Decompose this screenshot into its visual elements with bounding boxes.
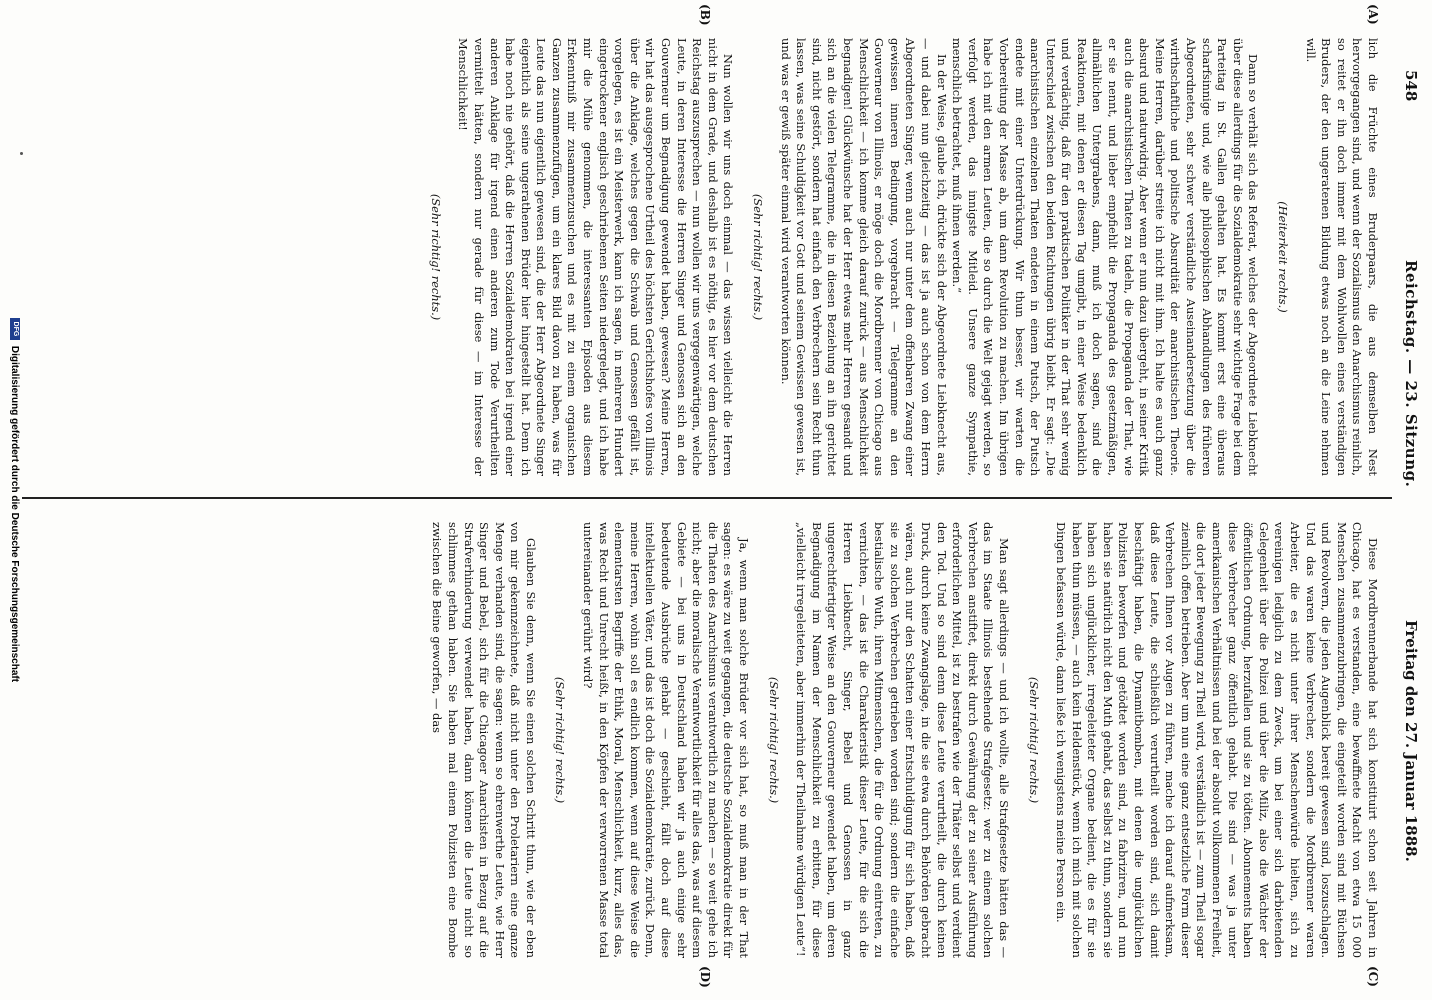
column-divider [22,497,1392,499]
margin-mark-d: (D) [698,966,712,988]
footer-text: Digitalisierung gefördert durch die Deutsche Forschungsgemeinschaft [9,345,20,683]
paragraph: Ja, wenn man solche Brüder vor sich hat, so muß man in der That sagen: es wäre zu weit gegangen, die deutsche Sozialdemokratie direkt für die Thaten des Anarchismus verantwortlich zu machen — so weit gehe ich nicht; aber die moralische Verantwortlichkeit für alles das, was auf diesem Gebiete — bei uns in Deutschland haben wir ja auch einige sehr bedeutende Ausbrüche gehabt — geschieht, fällt doch auf diese intellektuellen Väter, und das ist doch die Sozialdemokratie, zurück. Denn, meine Herren, wohin soll es endlich kommen, wenn auf diese Weise die elementarsten Begriffe der Ethik, Moral, Menschlichkeit, kurz, alles das, was Recht und Unrecht heißt, in den Köpfen der verworrenen Masse total untereinander gerührt wird? [581,522,752,958]
margin-mark-a: (A) [1366,4,1380,25]
page-number: 548 [1402,70,1420,102]
left-column [413,38,1380,476]
paragraph: Diese Mordbrennerbande hat sich konstituirt schon seit Jahren in Chicago, hat es verstanden, eine bewaffnete Macht von etwa 15 000 Menschen zusammenzubringen, die eingeteilt worden sind mit Büchsen und Revolvern, die jeden Augenblick bereit gewesen sind, loszuschlagen. Und das waren keine Verbrecher, sondern die Mordbrenner waren Arbeiter, die es nicht unter ihrer Menschenwürde hielten, sich zu vereinigen lediglich zu dem Zweck, um bei einer sich darbietenden Gelegenheit über die Polizei und über die Miliz, also die Wächter der öffentlichen Ordnung, herzufallen und sie zu tödten. Abonnements haben diese Verbrecher ganz öffentlich gehabt. Die sind — was ja unter amerikanischen Verhältnissen und bei der absolut vollkommenen Freiheit, die dort jeder Bewegung zu Theil wird, verständlich ist — zum Theil sogar ziemlich offen betrieben. Aber um nun eine ganz entsetzliche Form dieser Verbrechen Ihnen vor Augen zu führen, mache ich darauf aufmerksam, daß diese Leute, die schließlich verurtheilt worden sind, sich damit beschäftigt haben, die Dynamitbomben, mit denen die unglücklichen Polizisten beworfen und getödtet worden sind, zu fabriziren, und nun haben sie natürlich nicht den Muth gehabt, das selbst zu thun, sondern sie haben sich unglücklicher, irregeleiteter Organe bedient, die es für sie haben thun müssen, — auch kein Heldenstück, wenn ich mich mit solchen Dingen befassen würde, dann ließe ich wenigstens meine Person ein. [1054,522,1380,958]
right-column [429,522,1380,958]
dfg-logo-icon: DFG [10,318,20,340]
header-date: Freitag den 27. Januar 1888. [1402,620,1420,862]
scan-speck [20,152,23,155]
header-title: Reichstag. — 23. Sitzung. [1402,260,1420,488]
digitization-footer [2,0,20,1000]
interjection: (Sehr richtig! rechts.) [766,676,781,804]
margin-mark-c: (C) [1366,966,1380,987]
paragraph: Glauben Sie denn, wenn Sie einen solchen Schritt thun, wie der eben von mir gekennzeichnete, daß nicht unter den Proletariern eine ganze Menge verhanden sind, die sagen: wenn so ehrenwerthe Leute, wie Herr Singer und Bebel, sich für die Chicagoer Anarchisten in Bezug auf die Strafverhinderung verwendet haben, dann können die Leute nicht so schlimmes gethan haben. Sie haben mal einem Polizisten eine Bombe zwischen die Beine geworfen, — das [430,522,538,958]
interjection: (Heiterkeit rechts.) [1276,201,1291,313]
interjection: (Sehr richtig! rechts.) [428,193,443,321]
paragraph: lich die Früchte eines Bruderpaars, die aus demselben Nest hervorgegangen sind, und wenn der Sozialismus den Anarchismus reinlich, so reitet er ihn doch immer mit dem Wohlwollen eines verständigen Bruders, der den ungeratenen Bildung etwas noch an die Leine nehmen will. [1303,38,1380,476]
interjection: (Sehr richtig! rechts.) [751,193,766,321]
paragraph: In der Weise, glaube ich, drückte sich der Abgeordnete Liebknecht aus, — und dabei nun gleichzeitig — das ist ja auch schon von dem Herrn Abgeordneten Singer, wenn auch nur unter dem offenbaren Zwang einer gewissen inneren Bedingung, vorgebracht — Telegramme an den Gouverneur von Illinois, er möge doch die Mordbrenner von Chicago aus Menschlichkeit — ich komme gleich darauf zurück — aus Menschlichkeit begnadigen! Glückwünsche hat der Herr etwas mehr Herren gesandt und sich an die vielen Telegramme, die in diesen Beziehung an ihn gerichtet sind, nicht gestört, sondern hat einfach den Verbrechern sein Recht thun lassen, was seine Schuldigkeit vor Gott und seinem Gewissen gewesen ist, und was er gewiß später einmal wird verantworten können. [778,38,949,476]
paragraph: Dann so verhält sich das Referat, welches der Abgeordnete Liebknecht über diese allerdings für die Sozialdemokratie sehr wichtige Frage bei dem Parteitag in St. Gallen gehalten hat. Es kommt erst eine überaus scharfsinnige und, wie alle philosophischen Abhandlungen des früheren Abgeordneten, sehr schwer verständliche Auseinandersetzung über die wirthschaftliche und politische Absurdität der anarchistischen Theorie. Meine Herren, darüber streite ich nicht mit ihm. Ich halte es auch ganz absurd und naturwidrig. Aber wenn er nun dazu übergeht, in seiner Kritik auch die anarchistischen Thaten zu tadeln, die Propaganda der That, wie er sie nennt, und lieber empfiehlt die Propaganda des gesetzmäßigen, allmählichen Untergrabens, dann, muß ich doch sagen, sind die Reaktionen, mit denen er diesen Tag umgibt, in einer Weise bedenklich und verdächtig, daß für den praktischen Politiker in der That sehr wenig Unterschied zwischen den beiden Richtungen übrig bleibt. Er sagt: „Die anarchistischen einzelnen Thaten endeten in einem Putsch, der Putsch endete mit einer Unterdrückung. Wir thun besser, wir warten die Vorbereitung der Masse ab, um dann Revolution zu machen. Im übrigen habe ich mit den armen Leuten, die so durch die Welt gejagt werden, so verfolgt werden, das innigste Mitleid. Unsere ganze Sympathie, menschlich betrachtet, muß ihnen werden.“ [950,38,1261,476]
interjection: (Sehr richtig! rechts.) [553,676,568,804]
margin-mark-b: (B) [698,4,712,26]
interjection: (Sehr richtig! rechts.) [1026,676,1041,804]
paragraph: Man sagt allerdings — und ich wollte, alle Strafgesetze hätten das — das im Staate Illinois bestehende Strafgesetz: wer zu einem solchen Verbrechen anstiftet, direkt durch Gewährung der zu seiner Ausführung erforderlichen Mittel, ist zu bestrafen wie der Thäter selbst und verdient den Tod. Und so sind denn diese Leute verurtheilt, die durch keinen Druck, durch keine Zwangslage, in die sie etwa durch Behörden gebracht wären, auch nur den Schatten einer Entschuldigung für sich haben, daß sie zu solchen Verbrechen getrieben worden sind; sondern die einfache bestialische Wuth, ihren Mitmenschen, die für die Ordnung eintreten, zu vernichten, — das ist die Charakteristik dieser Leute, für die sich die Herren Liebknecht, Singer, Bebel und Genossen in ganz ungerechtfertigter Weise an den Gouverneur gewendet haben, um deren Begnadigung im Namen der Menschlichkeit zu erbitten, für diese „vielleicht irregeleiteten, aber immerhin der Theilnahme würdigen Leute“! [794,522,1011,958]
page-header [1396,40,1422,970]
paragraph: Nun wollen wir uns doch einmal — das wissen vielleicht die Herren nicht in dem Grade, und deshalb ist es nöthig, es hier vor dem deutschen Reichstag auszusprechen — nun wollen wir uns vergegenwärtigen, welche Leute, in deren Interesse die Herren Singer und Genossen sich an den Gouverneur um Begnadigung gewendet haben, gewesen? Meine Herren, wir hat das ausgesprochene Urtheil des höchsten Gerichtshofes von Illinois über die Anklage, welches gegen die Schwab und Genossen gefällt ist, vorgelegen, es ist ein Meisterwerk, kann ich sagen, in mehreren Hundert eingetrockener englisch geschriebenen Seiten niedergelegt, und ich habe mir die Mühe genommen, die interessanten Episoden aus diesem Erkenntniß mir zusammenzusuchen und es mit zu einem organischen Ganzen zusammenzufügen, um ein klares Bild davon zu haben, was für Leute das nun eigentlich gewesen sind, die der Herr Abgeordnete Singer eigentlich als seine ungerathenen Brüder hier hingestellt hat. Denn ich habe noch nie gehört, daß die Herren Sozialdemokraten bei irgend einer anderen Anklage für irgend einen anderen zum Tode Verurtheilten vermittelt hätten, sondern nur gerade für diese — im Interesse der Menschlichkeit! [456,38,736,476]
